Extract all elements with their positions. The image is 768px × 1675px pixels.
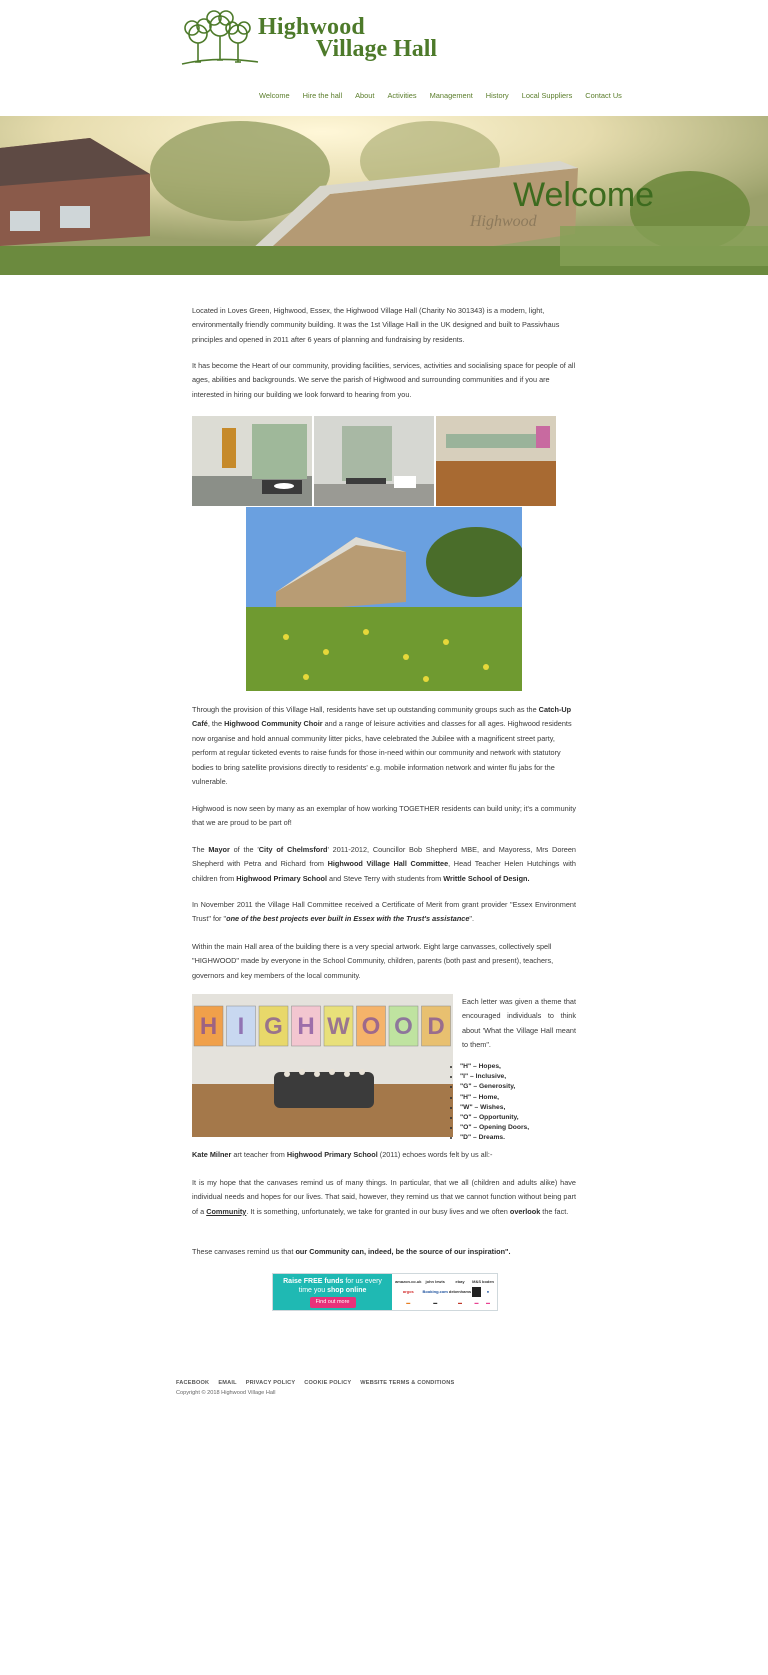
logo-title-line1: Highwood <box>258 14 365 40</box>
retailer-logo: Booking.com <box>422 1289 448 1295</box>
list-item: • "I" – Inclusive, <box>460 1072 529 1082</box>
paragraph-quote: It is my hope that the canvases remind us of many things. In particular, that we all (children and adults alike) have individual needs and hopes for our lives. That said, however, they remind us that we cannot function without being part of a Community. It is something, unfortunately, we take for granted in our busy lives and we often overlook the fact. <box>192 1178 576 1216</box>
nav-history[interactable]: History <box>485 91 509 100</box>
theme-paragraph: Each letter was given a theme that encouraged individuals to think about 'What the Village Hall meant to them". <box>462 997 576 1050</box>
retailer-logo: M&S <box>472 1279 481 1285</box>
canvases-photo-image <box>192 994 453 1137</box>
paragraph-certificate: In November 2011 the Village Hall Committee received a Certificate of Merit from grant provider "Essex Environment Trust" for "one of the best projects ever built in Essex with the Trust's assistance". <box>192 900 576 924</box>
intro-paragraph-2: It has become the Heart of our community, providing facilities, services, activities and socialising space for people of all ages, abilities and backgrounds. We serve the parish of Highwood and surrounding communities and if you are interested in hiring our building we look forward to hearing from you. <box>192 361 576 399</box>
logo-title-line2: Village Hall <box>316 36 438 62</box>
retailer-logo: amazon.co.uk <box>395 1279 422 1285</box>
list-item: • "W" – Wishes, <box>460 1103 529 1113</box>
retailer-logo: john lewis <box>425 1279 445 1285</box>
nav-contact-us[interactable]: Contact Us <box>585 91 622 100</box>
footer-link-facebook[interactable]: FACEBOOK <box>176 1380 210 1386</box>
intro-paragraph-1: Located in Loves Green, Highwood, Essex, the Highwood Village Hall (Charity No 301343) is a modern, light, environmentally friendly community building. It was the 1st Village Hall in the UK designed and built to Passivhaus principles and opened in 2011 after 6 years of planning and fundraising by residents. <box>192 306 560 344</box>
copyright-text: Copyright © 2018 Highwood Village Hall <box>176 1390 276 1396</box>
canvas-letter-text: O <box>394 1013 413 1040</box>
gallery-photo-hall-exterior[interactable] <box>246 507 522 691</box>
entrance-photo-image <box>314 416 434 506</box>
paragraph-mayor: The Mayor of the 'City of Chelmsford' 2011-2012, Councillor Bob Shepherd MBE, and Mayoress, Mrs Doreen Shepherd with Petra and Richard from Highwood Village Hall Committee, Head Teacher Helen Hutchings with children from Highwood Primary School and Steve Terry with students from Writtle School of Design. <box>192 845 576 883</box>
nav-local-suppliers[interactable]: Local Suppliers <box>521 91 573 100</box>
paragraph-artwork: Within the main Hall area of the building there is a very special artwork. Eight large canvasses, collectively spell "HIGHWOOD" made by everyone in the School Community, children, parents (both past and present), teachers, governors and key members of the local community. <box>192 942 554 980</box>
canvas-letter-text: I <box>237 1013 245 1040</box>
canvas-letter-text: H <box>297 1013 315 1040</box>
retailer-logo-block: ▬ <box>457 1299 462 1305</box>
footer-link-terms[interactable]: WEBSITE TERMS & CONDITIONS <box>360 1380 455 1386</box>
list-item: • "O" – Opening Doors, <box>460 1123 529 1133</box>
hero-building-sign: Highwood <box>470 213 537 230</box>
list-item: • "D" – Dreams. <box>460 1133 529 1143</box>
nav-welcome[interactable]: Welcome <box>259 91 290 100</box>
main-navigation <box>259 91 635 100</box>
nav-hire-the-hall[interactable]: Hire the hall <box>302 91 343 100</box>
retailer-logo-block: ▬ <box>474 1299 479 1305</box>
nav-activities[interactable]: Activities <box>387 91 417 100</box>
footer-links <box>176 1380 463 1386</box>
canvas-letter-text: O <box>361 1013 381 1040</box>
nav-management[interactable]: Management <box>429 91 473 100</box>
paragraph-exemplar: Highwood is now seen by many as an exemplar of how working TOGETHER residents can build unity; it's a community that we are proud to be part of! <box>192 804 576 828</box>
paragraph-inspiration: These canvases remind us that our Community can, indeed, be the source of our inspiration". <box>192 1247 511 1256</box>
retailer-logo: argos <box>402 1289 414 1295</box>
retailer-logo: debenhams <box>448 1289 472 1295</box>
letter-themes-list <box>450 1062 529 1144</box>
easyfundraising-banner[interactable] <box>272 1273 498 1311</box>
trees-logo-icon <box>176 8 260 68</box>
canvas-letter-text: W <box>327 1013 350 1040</box>
page-title: Welcome <box>513 176 655 214</box>
gallery-photo-main-hall[interactable] <box>436 416 556 506</box>
footer-link-email[interactable]: EMAIL <box>218 1380 237 1386</box>
paragraph-kate-milner: Kate Milner art teacher from Highwood Primary School (2011) echoes words felt by us all:- <box>192 1150 493 1159</box>
retailer-logo-block: ▬ <box>486 1299 490 1305</box>
list-item: • "O" – Opportunity, <box>460 1113 529 1123</box>
canvas-letter-text: D <box>427 1013 445 1040</box>
main-hall-photo-image <box>436 416 556 506</box>
banner-message: Raise FREE funds for us every time you shop online Find out more <box>273 1274 392 1310</box>
retailer-logo-block <box>472 1287 481 1296</box>
retailer-logos <box>392 1274 497 1310</box>
highwood-canvases-photo[interactable] <box>192 994 453 1137</box>
paragraph-community-groups: Through the provision of this Village Hall, residents have set up outstanding community groups such as the Catch-Up Café, the Highwood Community Choir and a range of leisure activities and classes for all ages. Highwood residents now organise and hold annual community litter picks, have celebrated the Jubilee with a magnificent street party, perform at regular ticketed events to raise funds for those in-need within our community and network with statutory bodies to bring satellite provisions directly to residents' e.g. mobile information network and winter flu jabs for the vulnerable. <box>192 705 572 787</box>
list-item: • "H" – Home, <box>460 1093 529 1103</box>
gallery-photo-cafe[interactable] <box>192 416 312 506</box>
list-item: • "G" – Generosity, <box>460 1082 529 1092</box>
canvas-letter-text: G <box>264 1013 283 1040</box>
list-item: • "H" – Hopes, <box>460 1062 529 1072</box>
retailer-logo-block: ▬ <box>406 1299 411 1305</box>
retailer-logo: ebay <box>455 1279 465 1285</box>
retailer-logo: boden <box>482 1279 494 1285</box>
gallery-photo-entrance[interactable] <box>314 416 434 506</box>
hall-exterior-photo-image <box>246 507 522 691</box>
retailer-logo-block: ● <box>486 1289 490 1295</box>
cafe-photo-image <box>192 416 312 506</box>
retailer-logo-block: ▬ <box>433 1299 438 1305</box>
canvas-letter-text: H <box>199 1013 218 1040</box>
nav-about[interactable]: About <box>355 91 375 100</box>
find-out-more-button[interactable]: Find out more <box>310 1297 356 1308</box>
footer-link-cookie-policy[interactable]: COOKIE POLICY <box>304 1380 352 1386</box>
footer-link-privacy-policy[interactable]: PRIVACY POLICY <box>245 1380 296 1386</box>
